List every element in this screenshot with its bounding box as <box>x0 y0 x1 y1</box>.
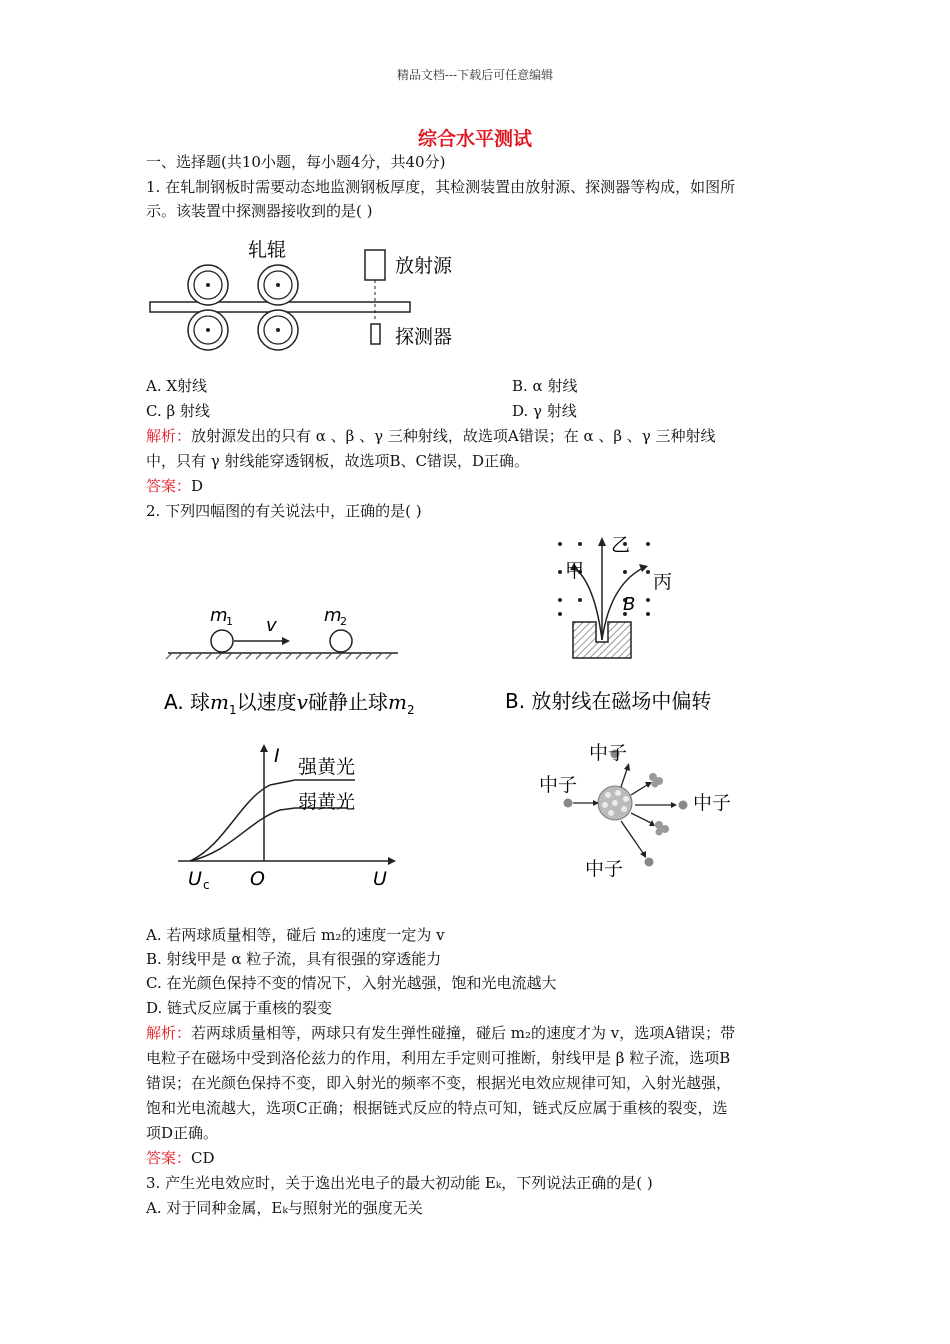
ray-yi-label: 乙 <box>611 534 631 556</box>
figure-a-caption: A. 球$m_1$以速度v碰静止球$m_2$ <box>164 690 415 717</box>
answer-label: 答案： <box>146 477 192 495</box>
q1-analysis-2: 中，只有 γ 射线能穿透钢板，故选项B、C错误，D正确。 <box>146 452 530 470</box>
q1-option-c: C. β 射线 <box>146 402 210 420</box>
q1-option-b: B. α 射线 <box>512 377 578 395</box>
detector-box <box>371 324 380 344</box>
q2-figure-b <box>505 530 785 720</box>
section-heading: 一、选择题(共10小题，每小题4分，共40分) <box>146 153 446 171</box>
ball-m2 <box>330 630 352 652</box>
analysis-label: 解析： <box>146 427 192 445</box>
neutron-label-left: 中子 <box>539 774 578 796</box>
detector-label: 探测器 <box>395 326 453 348</box>
q2-analysis-1: 解析：若两球质量相等，两球只有发生弹性碰撞，碰后 m₂的速度才为 v，选项A错误；带 <box>146 1024 736 1042</box>
q1-analysis-1: 解析：放射源发出的只有 α 、β 、γ 三种射线，故选项A错误；在 α 、β 、γ 三种射线 <box>146 427 716 445</box>
neutron-label-bottom: 中子 <box>585 858 624 880</box>
svg-text:U: U <box>188 868 202 890</box>
svg-text:1: 1 <box>226 615 233 628</box>
radiation-source-box <box>365 250 385 280</box>
svg-text:U: U <box>373 868 387 890</box>
figure-b-caption: B. 放射线在磁场中偏转 <box>505 689 712 713</box>
neutron-in <box>564 799 573 808</box>
q3-stem: 3. 产生光电效应时，关于逸出光电子的最大初动能 Eₖ，下列说法正确的是( ) <box>146 1174 653 1192</box>
q1-answer: 答案：D <box>146 477 204 495</box>
q2-stem: 2. 下列四幅图的有关说法中，正确的是( ) <box>146 502 422 520</box>
q2-figure-c <box>170 740 400 895</box>
roller-label: 轧辊 <box>248 239 287 261</box>
neutron-label-top: 中子 <box>589 742 628 764</box>
answer-label: 答案： <box>146 1149 192 1167</box>
weak-light-label: 弱黄光 <box>298 791 356 813</box>
page-title: 综合水平测试 <box>417 128 532 150</box>
q2-option-a: A. 若两球质量相等，碰后 m₂的速度一定为 v <box>146 926 445 944</box>
roller-bottom-right <box>258 310 298 350</box>
ray-jia-label: 甲 <box>565 560 585 582</box>
q3-option-a: A. 对于同种金属，Eₖ与照射光的强度无关 <box>146 1199 423 1217</box>
weak-light-curve <box>190 808 348 861</box>
ball-m1 <box>211 630 233 652</box>
analysis-label: 解析： <box>146 1024 192 1042</box>
q1-option-d: D. γ 射线 <box>512 402 577 420</box>
roller-top-left <box>188 265 228 305</box>
q2-analysis-4: 饱和光电流越大，选项C正确；根据链式反应的特点可知，链式反应属于重核的裂变，选 <box>146 1099 728 1117</box>
ray-bing-label: 丙 <box>653 571 673 593</box>
q2-option-c: C. 在光颜色保持不变的情况下，入射光越强，饱和光电流越大 <box>146 974 557 992</box>
q2-option-d: D. 链式反应属于重核的裂变 <box>146 999 333 1017</box>
svg-text:O: O <box>250 868 265 890</box>
svg-text:c: c <box>203 878 210 892</box>
q1-option-a: A. X射线 <box>146 377 208 395</box>
q2-figure-a <box>158 595 468 720</box>
source-label: 放射源 <box>395 255 453 277</box>
nucleus <box>598 786 632 820</box>
q2-option-b: B. 射线甲是 α 粒子流，具有很强的穿透能力 <box>146 950 442 968</box>
q1-stem-1: 1. 在轧制钢板时需要动态地监测钢板厚度，其检测装置由放射源、探测器等构成，如图所 <box>146 178 736 196</box>
q2-answer: 答案：CD <box>146 1149 215 1167</box>
svg-text:v: v <box>266 615 277 636</box>
roller-top-right <box>258 265 298 305</box>
svg-text:2: 2 <box>340 615 347 628</box>
q2-analysis-3: 错误；在光颜色保持不变，即入射光的频率不变，根据光电效应规律可知，入射光越强， <box>146 1074 732 1092</box>
neutron-label-right: 中子 <box>693 792 732 814</box>
q1-figure <box>140 232 480 360</box>
field-b-label: B <box>623 594 636 615</box>
q2-analysis-2: 电粒子在磁场中受到洛伦兹力的作用，利用左手定则可推断，射线甲是 β 粒子流，选项B <box>146 1049 731 1067</box>
svg-text:m: m <box>210 605 228 626</box>
q2-figure-d <box>535 735 755 880</box>
page-header: 精品文档---下载后可任意编辑 <box>396 68 554 82</box>
svg-text:m: m <box>324 605 342 626</box>
strong-light-label: 强黄光 <box>298 756 356 778</box>
q2-analysis-5: 项D正确。 <box>146 1124 219 1142</box>
roller-bottom-left <box>188 310 228 350</box>
svg-text:I: I <box>274 745 280 767</box>
q1-stem-2: 示。该装置中探测器接收到的是( ) <box>146 202 373 220</box>
